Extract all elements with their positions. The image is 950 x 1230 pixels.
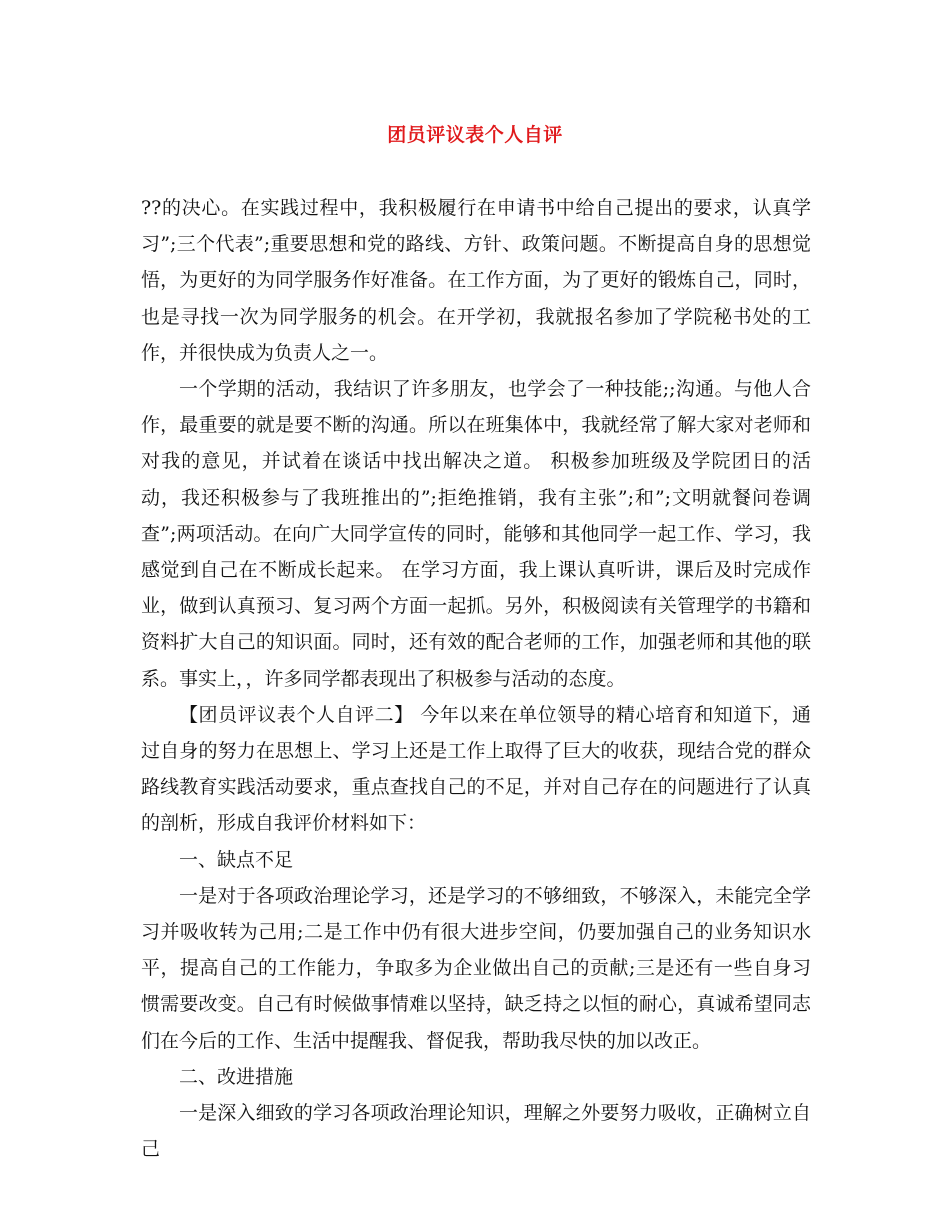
- section-heading-improvements: 二、改进措施: [179, 1065, 294, 1088]
- paragraph-2: 一个学期的活动，我结识了许多朋友，也学会了一种技能;;沟通。与他人合作，最重要的就是要不断的沟通。所以在班集体中，我就经常了解大家对老师和对我的意见，并试着在谈话中找出解决之道。 积极参加班级及学院团日的活动，我还积极参与了我班推出的”;拒绝推销，我有主张”;和”;文明就餐问卷调查”;两项活动。在向广大同学宣传的同时，能够和其他同学一起工作、学习，我感觉到自己在不断成长起来。 在学习方面，我上课认真听讲，课后及时完成作业，做到认真预习、复习两个方面一起抓。另外，积极阅读有关管理学的书籍和资料扩大自己的知识面。同时，还有效的配合老师的工作，加强老师和其他的联系。事实上，，许多同学都表现出了积极参与活动的态度。: [141, 378, 811, 690]
- paragraph-3: 【团员评议表个人自评二】 今年以来在单位领导的精心培育和知道下，通过自身的努力在思想上、学习上还是工作上取得了巨大的收获，现结合党的群众路线教育实践活动要求，重点查找自己的不足，并对自己存在的问题进行了认真的剖析，形成自我评价材料如下：: [141, 703, 811, 835]
- paragraph-1: ??的决心。在实践过程中，我积极履行在申请书中给自己提出的要求，认真学习”;三个代表”;重要思想和党的路线、方针、政策问题。不断提高自身的思想觉悟，为更好的为同学服务作好准备。在工作方面，为了更好的锻炼自己，同时，也是寻找一次为同学服务的机会。在开学初，我就报名参加了学院秘书处的工作，并很快成为负责人之一。: [141, 197, 811, 364]
- section-heading-shortcomings: 一、缺点不足: [179, 848, 294, 871]
- document-title: 团员评议表个人自评: [387, 124, 563, 146]
- paragraph-5: 一是深入细致的学习各项政治理论知识，理解之外要努力吸收，正确树立自己: [141, 1102, 811, 1161]
- paragraph-4: 一是对于各项政治理论学习，还是学习的不够细致，不够深入，未能完全学习并吸收转为己用;二是工作中仍有很大进步空间，仍要加强自己的业务知识水平，提高自己的工作能力，争取多为企业做出自己的贡献;三是还有一些自身习惯需要改变。自己有时候做事情难以坚持，缺乏持之以恒的耐心，真诚希望同志们在今后的工作、生活中提醒我、督促我，帮助我尽快的加以改正。: [141, 884, 811, 1052]
- document-body: [141, 190, 811, 1167]
